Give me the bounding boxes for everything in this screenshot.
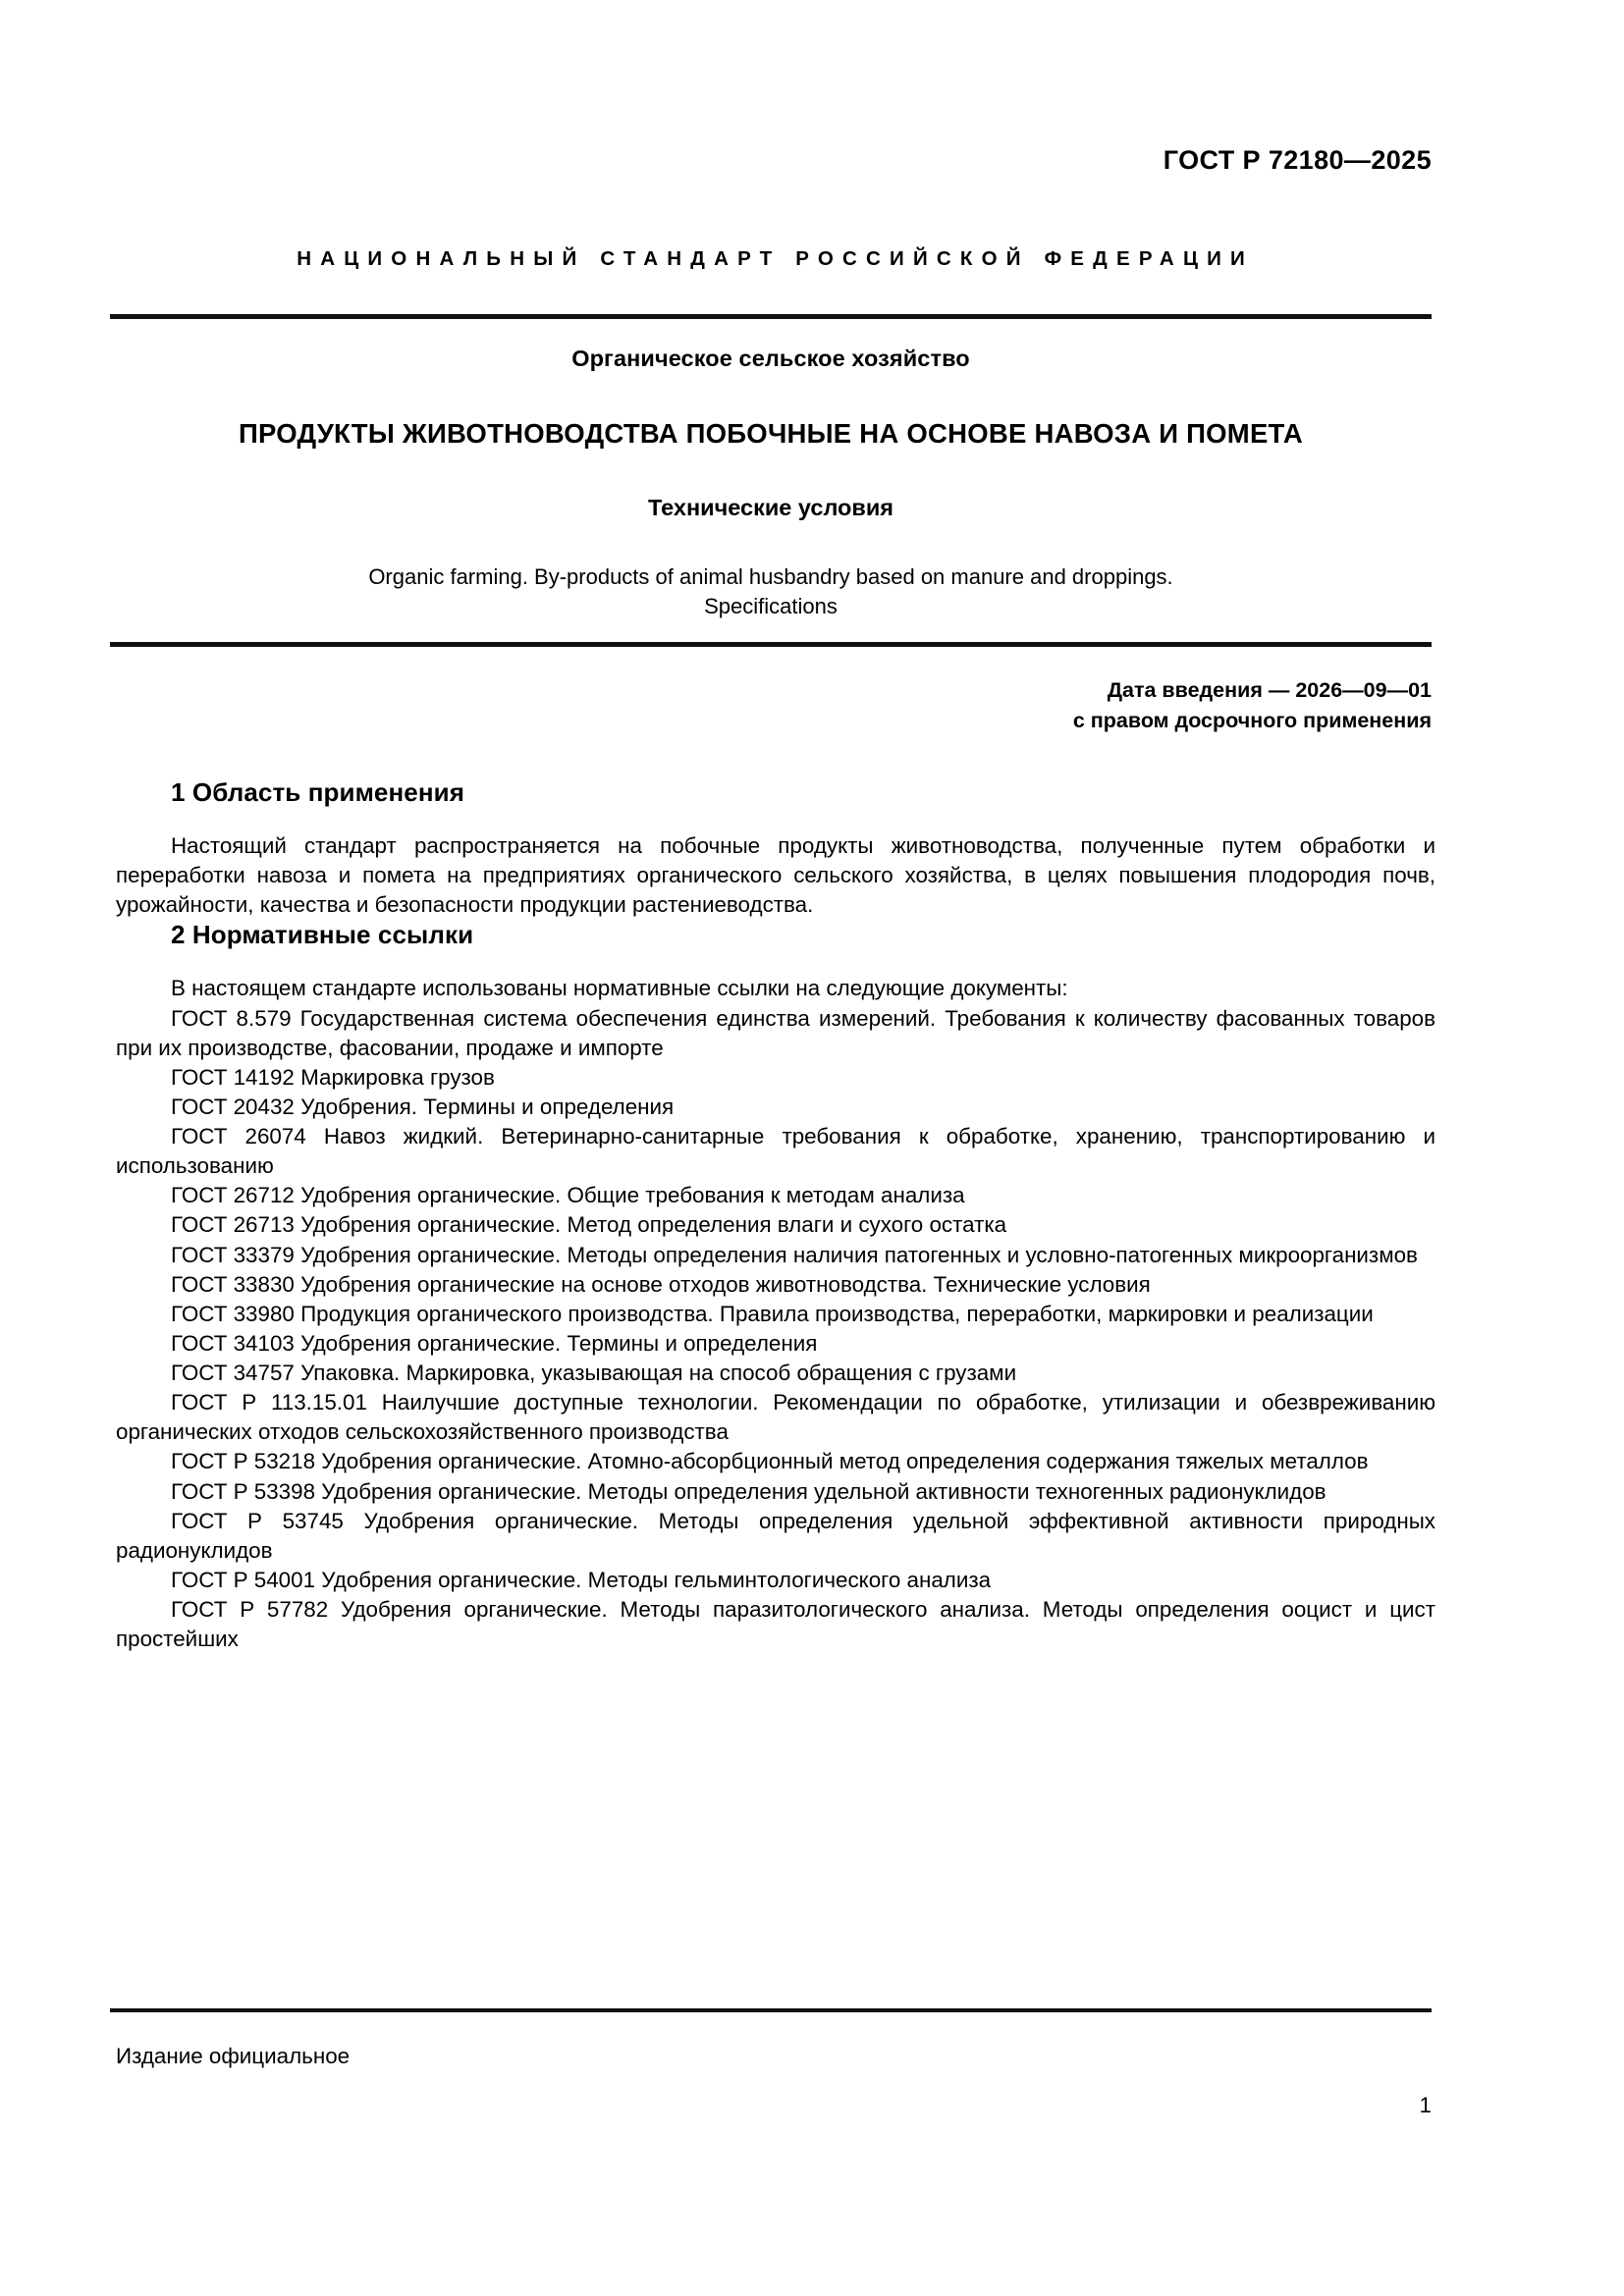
introduction-date: Дата введения — 2026—09—01 — [1107, 678, 1432, 702]
reference-item: ГОСТ 33830 Удобрения органические на основе отходов животноводства. Технические условия — [171, 1271, 1151, 1297]
english-title — [110, 562, 1432, 622]
reference-item: ГОСТ 20432 Удобрения. Термины и определения — [171, 1094, 675, 1119]
reference-item: ГОСТ 34757 Упаковка. Маркировка, указывающая на способ обращения с грузами — [171, 1361, 1017, 1385]
reference-item: ГОСТ Р 54001 Удобрения органические. Методы гельминтологического анализа — [171, 1567, 992, 1592]
reference-item: ГОСТ Р 53218 Удобрения органические. Атомно-абсорбционный метод определения содержания тяжелых металлов — [171, 1449, 1369, 1474]
over-title: Органическое сельское хозяйство — [571, 346, 970, 371]
english-title-line-1: Organic farming. By-products of animal husbandry based on manure and droppings. — [368, 564, 1173, 589]
reference-item: ГОСТ Р 53398 Удобрения органические. Методы определения удельной активности техногенных радионуклидов — [171, 1478, 1326, 1504]
sub-title: Технические условия — [647, 495, 894, 520]
section-scope-paragraph: Настоящий стандарт распространяется на побочные продукты животноводства, полученные путем обработки и переработки навоза и помета на предприятиях органического сельского хозяйства, в целях повышения плодородия почв, урожайности, качества и безопасности продукции растениеводства. — [116, 833, 1435, 918]
reference-item: ГОСТ Р 53745 Удобрения органические. Методы определения удельной эффективной активности природных радионуклидов — [116, 1508, 1435, 1563]
document-body — [116, 777, 1435, 1654]
reference-item: ГОСТ 33980 Продукция органического производства. Правила производства, переработки, маркировки и реализации — [171, 1301, 1374, 1326]
edition-note: Издание официальное — [116, 2044, 351, 2068]
reference-item: ГОСТ Р 57782 Удобрения органические. Методы паразитологического анализа. Методы определения ооцист и цист простейших — [116, 1597, 1435, 1652]
section-heading-normative-references: 2 Нормативные ссылки — [171, 920, 474, 950]
reference-item: ГОСТ 26713 Удобрения органические. Метод определения влаги и сухого остатка — [171, 1212, 1007, 1238]
page-title: ПРОДУКТЫ ЖИВОТНОВОДСТВА ПОБОЧНЫЕ НА ОСНОВЕ НАВОЗА И ПОМЕТА — [239, 418, 1303, 449]
section-heading-scope: 1 Область применения — [171, 777, 464, 807]
introduction-date-block — [110, 675, 1432, 735]
reference-item: ГОСТ 8.579 Государственная система обеспечения единства измерений. Требования к количеству фасованных товаров при их производстве, фасовании, продаже и импорте — [116, 1005, 1435, 1060]
early-application-note: с правом досрочного применения — [1072, 708, 1432, 732]
page-number: 1 — [1419, 2093, 1432, 2117]
title-rule-top — [110, 314, 1432, 319]
english-title-line-2: Specifications — [704, 594, 838, 619]
footer-rule — [110, 2008, 1432, 2012]
reference-item: ГОСТ 33379 Удобрения органические. Методы определения наличия патогенных и условно-патогенных микроорганизмов — [171, 1242, 1418, 1267]
reference-item: ГОСТ 34103 Удобрения органические. Термины и определения — [171, 1330, 818, 1356]
title-block — [110, 346, 1432, 622]
standard-designation-header: ГОСТ Р 72180—2025 — [1163, 145, 1432, 175]
reference-item: ГОСТ 26074 Навоз жидкий. Ветеринарно-санитарные требования к обработке, хранению, транспортированию и использованию — [116, 1124, 1435, 1179]
national-standard-line: НАЦИОНАЛЬНЫЙ СТАНДАРТ РОССИЙСКОЙ ФЕДЕРАЦИИ — [297, 247, 1254, 270]
reference-item: ГОСТ Р 113.15.01 Наилучшие доступные технологии. Рекомендации по обработке, утилизации и обезвреживанию органических отходов сельскохозяйственного производства — [116, 1390, 1435, 1445]
normative-references-lead: В настоящем стандарте использованы нормативные ссылки на следующие документы: — [171, 976, 1068, 1001]
reference-item: ГОСТ 14192 Маркировка грузов — [171, 1064, 495, 1090]
title-rule-bottom — [110, 642, 1432, 647]
reference-item: ГОСТ 26712 Удобрения органические. Общие требования к методам анализа — [171, 1183, 965, 1208]
